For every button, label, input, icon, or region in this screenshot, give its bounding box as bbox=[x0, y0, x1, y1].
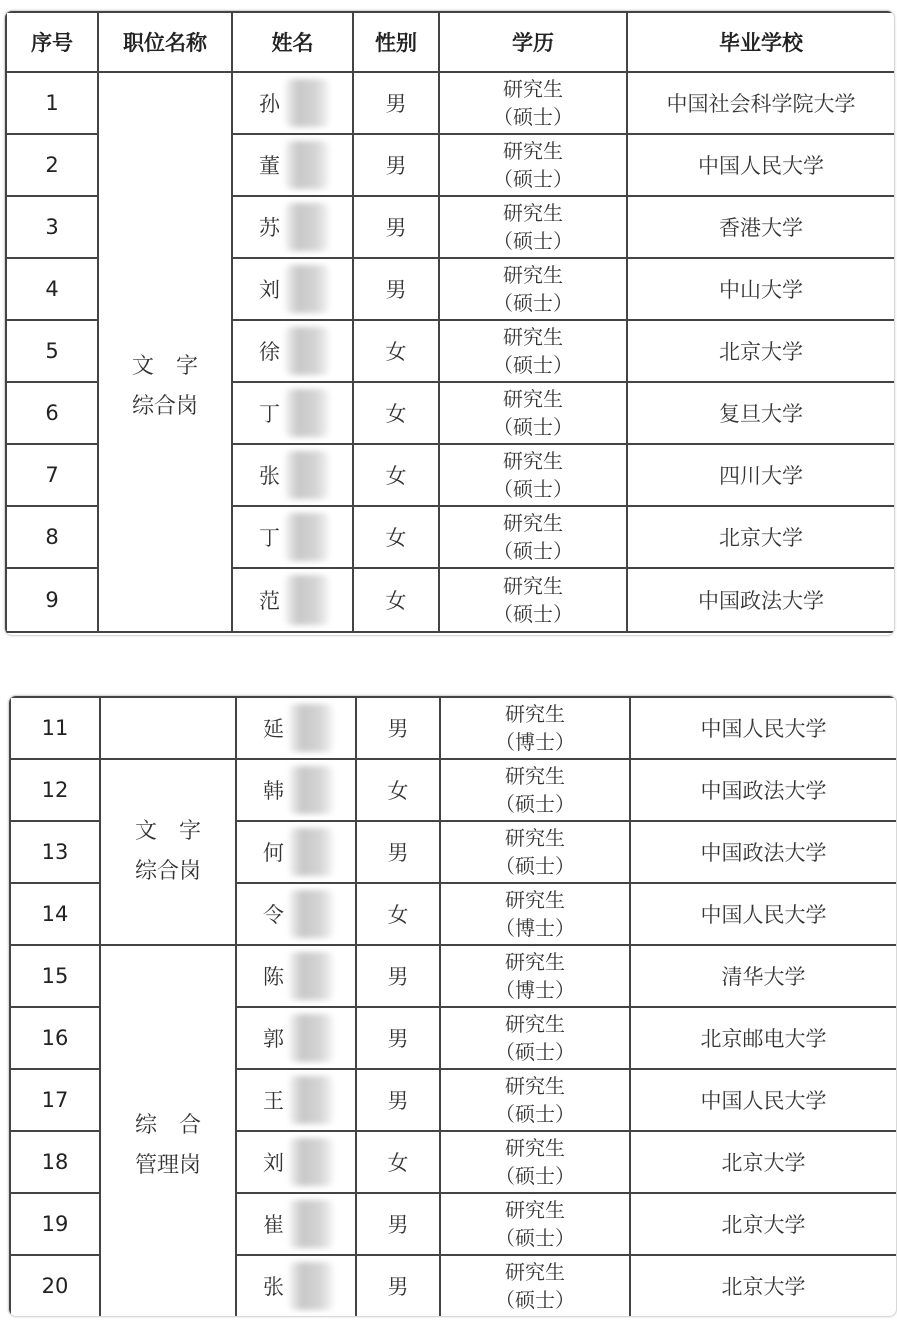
cell-school: 中国政法大学 bbox=[627, 568, 895, 632]
cell-name bbox=[232, 72, 353, 134]
cell-school: 中国政法大学 bbox=[630, 759, 897, 821]
cell-name bbox=[232, 506, 353, 568]
cell-name bbox=[236, 1255, 356, 1317]
education-line: （硕士） bbox=[493, 477, 573, 501]
name-redaction-blur bbox=[285, 265, 329, 313]
name-redaction-blur bbox=[285, 327, 329, 375]
education-line: 研究生 bbox=[505, 1198, 565, 1222]
education-line: （硕士） bbox=[495, 1288, 575, 1312]
cell-education bbox=[439, 134, 627, 196]
position-line: 管理岗 bbox=[134, 1153, 201, 1178]
cell-gender: 男 bbox=[353, 134, 439, 196]
education-line: 研究生 bbox=[505, 888, 565, 912]
cell-seq: 15 bbox=[10, 945, 100, 1007]
cell-school: 中国社会科学院大学 bbox=[627, 72, 895, 134]
cell-gender: 男 bbox=[353, 196, 439, 258]
name-redaction-blur bbox=[289, 1200, 333, 1248]
cell-name bbox=[236, 1193, 356, 1255]
cell-education bbox=[440, 1069, 630, 1131]
name-redaction-blur bbox=[289, 1262, 333, 1310]
education-line: （硕士） bbox=[495, 1102, 575, 1126]
name-redaction-blur bbox=[289, 1014, 333, 1062]
name-surname: 令 bbox=[263, 903, 284, 927]
name-surname: 王 bbox=[263, 1089, 284, 1113]
cell-school: 北京大学 bbox=[627, 320, 895, 382]
education-line: 研究生 bbox=[505, 702, 565, 726]
education-line: （硕士） bbox=[493, 291, 573, 315]
name-surname: 张 bbox=[263, 1275, 284, 1299]
cell-education bbox=[439, 382, 627, 444]
name-surname: 徐 bbox=[259, 340, 280, 364]
name-redaction-blur bbox=[289, 890, 333, 938]
education-line: （博士） bbox=[495, 730, 575, 754]
cell-school: 清华大学 bbox=[630, 945, 897, 1007]
education-line: （硕士） bbox=[495, 1164, 575, 1188]
cell-gender: 女 bbox=[356, 1131, 440, 1193]
header-seq: 序号 bbox=[6, 12, 98, 72]
header-gender: 性别 bbox=[353, 12, 439, 72]
education-line: 研究生 bbox=[503, 449, 563, 473]
cell-school: 中国人民大学 bbox=[630, 697, 897, 759]
cell-name bbox=[236, 883, 356, 945]
name-surname: 韩 bbox=[263, 779, 284, 803]
position-line: 文 字 bbox=[131, 354, 198, 379]
staff-table-2 bbox=[9, 696, 897, 1317]
cell-name bbox=[232, 134, 353, 196]
name-redaction-blur bbox=[289, 1138, 333, 1186]
cell-seq: 14 bbox=[10, 883, 100, 945]
cell-name bbox=[232, 196, 353, 258]
name-surname: 何 bbox=[263, 841, 284, 865]
cell-education bbox=[439, 320, 627, 382]
name-redaction-blur bbox=[285, 451, 329, 499]
table-row bbox=[10, 759, 897, 821]
cell-name bbox=[236, 1131, 356, 1193]
education-line: 研究生 bbox=[503, 77, 563, 101]
cell-seq: 12 bbox=[10, 759, 100, 821]
name-redaction-blur bbox=[289, 1076, 333, 1124]
cell-education bbox=[439, 444, 627, 506]
cell-name bbox=[236, 821, 356, 883]
education-line: （硕士） bbox=[493, 602, 573, 626]
cell-school: 中国人民大学 bbox=[630, 1069, 897, 1131]
education-line: （硕士） bbox=[495, 1226, 575, 1250]
cell-gender: 女 bbox=[356, 759, 440, 821]
table-row bbox=[6, 72, 895, 134]
name-redaction-blur bbox=[285, 203, 329, 251]
education-line: 研究生 bbox=[505, 1074, 565, 1098]
education-line: （硕士） bbox=[493, 415, 573, 439]
cell-position bbox=[100, 697, 236, 759]
cell-position bbox=[100, 945, 236, 1317]
cell-school: 北京大学 bbox=[630, 1193, 897, 1255]
cell-school: 中山大学 bbox=[627, 258, 895, 320]
name-surname: 陈 bbox=[263, 965, 284, 989]
education-line: （硕士） bbox=[493, 167, 573, 191]
cell-school: 中国人民大学 bbox=[630, 883, 897, 945]
cell-gender: 女 bbox=[356, 883, 440, 945]
cell-seq: 20 bbox=[10, 1255, 100, 1317]
cell-education bbox=[439, 72, 627, 134]
cell-seq: 16 bbox=[10, 1007, 100, 1069]
name-surname: 丁 bbox=[259, 402, 280, 426]
cell-gender: 男 bbox=[356, 821, 440, 883]
education-line: 研究生 bbox=[505, 826, 565, 850]
education-line: 研究生 bbox=[503, 139, 563, 163]
education-line: （硕士） bbox=[493, 105, 573, 129]
name-surname: 崔 bbox=[263, 1213, 284, 1237]
table-row bbox=[10, 945, 897, 1007]
name-surname: 董 bbox=[259, 154, 280, 178]
cell-school: 中国人民大学 bbox=[627, 134, 895, 196]
name-surname: 丁 bbox=[259, 526, 280, 550]
staff-table-1 bbox=[5, 11, 895, 633]
cell-name bbox=[232, 258, 353, 320]
education-line: （硕士） bbox=[495, 854, 575, 878]
cell-school: 北京大学 bbox=[630, 1255, 897, 1317]
cell-seq: 18 bbox=[10, 1131, 100, 1193]
cell-education bbox=[440, 1131, 630, 1193]
name-surname: 刘 bbox=[263, 1151, 284, 1175]
cell-school: 北京大学 bbox=[627, 506, 895, 568]
education-line: 研究生 bbox=[505, 1012, 565, 1036]
cell-seq: 11 bbox=[10, 697, 100, 759]
cell-seq: 2 bbox=[6, 134, 98, 196]
cell-school: 复旦大学 bbox=[627, 382, 895, 444]
cell-gender: 男 bbox=[356, 1255, 440, 1317]
cell-gender: 男 bbox=[356, 1007, 440, 1069]
cell-gender: 女 bbox=[353, 320, 439, 382]
cell-gender: 男 bbox=[353, 258, 439, 320]
cell-seq: 19 bbox=[10, 1193, 100, 1255]
cell-seq: 7 bbox=[6, 444, 98, 506]
education-line: 研究生 bbox=[503, 574, 563, 598]
name-surname: 刘 bbox=[259, 278, 280, 302]
cell-gender: 男 bbox=[356, 945, 440, 1007]
cell-name bbox=[232, 444, 353, 506]
cell-education bbox=[439, 506, 627, 568]
name-surname: 孙 bbox=[259, 92, 280, 116]
cell-education bbox=[440, 945, 630, 1007]
cell-name bbox=[236, 945, 356, 1007]
education-line: （硕士） bbox=[495, 792, 575, 816]
cell-gender: 男 bbox=[356, 1069, 440, 1131]
header-education: 学历 bbox=[439, 12, 627, 72]
cell-name bbox=[236, 759, 356, 821]
name-surname: 延 bbox=[263, 717, 284, 741]
education-line: 研究生 bbox=[505, 1260, 565, 1284]
cell-education bbox=[440, 883, 630, 945]
education-line: 研究生 bbox=[505, 950, 565, 974]
cell-seq: 8 bbox=[6, 506, 98, 568]
cell-education bbox=[440, 759, 630, 821]
cell-seq: 5 bbox=[6, 320, 98, 382]
name-redaction-blur bbox=[289, 952, 333, 1000]
education-line: 研究生 bbox=[505, 764, 565, 788]
education-line: 研究生 bbox=[503, 387, 563, 411]
table-panel-1 bbox=[4, 10, 895, 636]
position-line: 文 字 bbox=[134, 819, 201, 844]
position-line: 综合岗 bbox=[131, 394, 198, 419]
cell-education bbox=[439, 568, 627, 632]
name-surname: 苏 bbox=[259, 216, 280, 240]
cell-education bbox=[440, 821, 630, 883]
name-redaction-blur bbox=[285, 141, 329, 189]
cell-name bbox=[232, 568, 353, 632]
cell-education bbox=[440, 1193, 630, 1255]
cell-education bbox=[439, 258, 627, 320]
cell-education bbox=[440, 697, 630, 759]
cell-school: 中国政法大学 bbox=[630, 821, 897, 883]
education-line: 研究生 bbox=[505, 1136, 565, 1160]
position-line: 综 合 bbox=[134, 1113, 201, 1138]
header-position: 职位名称 bbox=[98, 12, 232, 72]
name-surname: 范 bbox=[259, 589, 280, 613]
cell-gender: 女 bbox=[353, 382, 439, 444]
table-row bbox=[10, 697, 897, 759]
cell-school: 北京邮电大学 bbox=[630, 1007, 897, 1069]
cell-seq: 17 bbox=[10, 1069, 100, 1131]
cell-education bbox=[440, 1255, 630, 1317]
cell-name bbox=[236, 1069, 356, 1131]
cell-seq: 3 bbox=[6, 196, 98, 258]
header-row bbox=[6, 12, 895, 72]
header-name: 姓名 bbox=[232, 12, 353, 72]
cell-position bbox=[98, 72, 232, 632]
cell-gender: 男 bbox=[356, 1193, 440, 1255]
name-redaction-blur bbox=[289, 766, 333, 814]
position-line: 综合岗 bbox=[134, 859, 201, 884]
header-school: 毕业学校 bbox=[627, 12, 895, 72]
cell-gender: 男 bbox=[353, 72, 439, 134]
name-surname: 郭 bbox=[263, 1027, 284, 1051]
cell-name bbox=[232, 382, 353, 444]
education-line: （博士） bbox=[495, 978, 575, 1002]
cell-seq: 1 bbox=[6, 72, 98, 134]
name-surname: 张 bbox=[259, 464, 280, 488]
education-line: 研究生 bbox=[503, 201, 563, 225]
cell-education bbox=[439, 196, 627, 258]
education-line: 研究生 bbox=[503, 263, 563, 287]
education-line: （硕士） bbox=[493, 229, 573, 253]
name-redaction-blur bbox=[285, 575, 329, 625]
cell-gender: 男 bbox=[356, 697, 440, 759]
cell-gender: 女 bbox=[353, 568, 439, 632]
cell-seq: 6 bbox=[6, 382, 98, 444]
name-redaction-blur bbox=[289, 828, 333, 876]
cell-name bbox=[236, 697, 356, 759]
cell-seq: 4 bbox=[6, 258, 98, 320]
education-line: 研究生 bbox=[503, 325, 563, 349]
cell-position bbox=[100, 759, 236, 945]
cell-name bbox=[236, 1007, 356, 1069]
cell-name bbox=[232, 320, 353, 382]
education-line: （硕士） bbox=[493, 353, 573, 377]
cell-seq: 13 bbox=[10, 821, 100, 883]
cell-seq: 9 bbox=[6, 568, 98, 632]
cell-school: 北京大学 bbox=[630, 1131, 897, 1193]
name-redaction-blur bbox=[285, 389, 329, 437]
cell-gender: 女 bbox=[353, 506, 439, 568]
cell-education bbox=[440, 1007, 630, 1069]
name-redaction-blur bbox=[285, 513, 329, 561]
name-redaction-blur bbox=[285, 79, 329, 127]
education-line: 研究生 bbox=[503, 511, 563, 535]
table-panel-2 bbox=[8, 695, 897, 1317]
education-line: （硕士） bbox=[493, 539, 573, 563]
education-line: （博士） bbox=[495, 916, 575, 940]
name-redaction-blur bbox=[289, 704, 333, 752]
cell-school: 香港大学 bbox=[627, 196, 895, 258]
cell-gender: 女 bbox=[353, 444, 439, 506]
cell-school: 四川大学 bbox=[627, 444, 895, 506]
education-line: （硕士） bbox=[495, 1040, 575, 1064]
